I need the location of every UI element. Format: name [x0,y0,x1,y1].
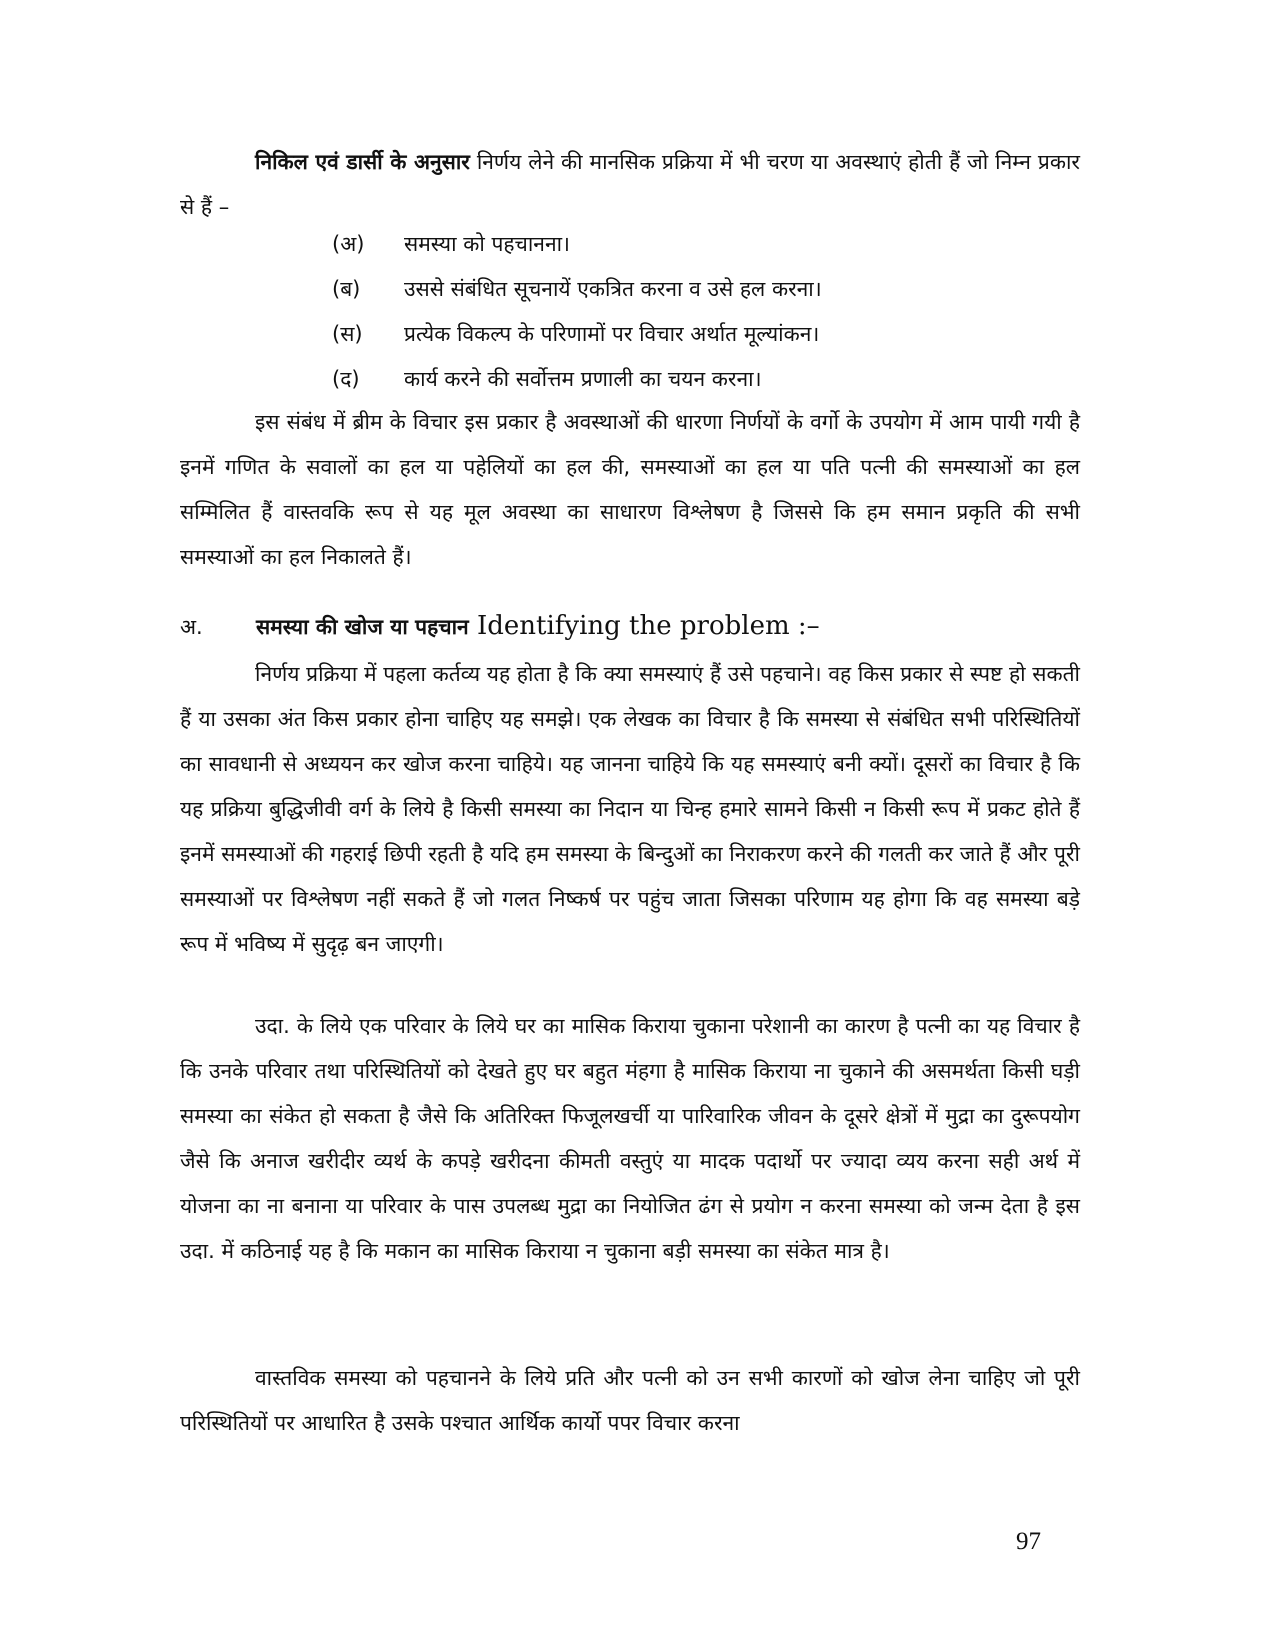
body-paragraph-2: उदा. के लिये एक परिवार के लिये घर का मासिक किराया चुकाना परेशानी का कारण है पत्नी का यह विचार है कि उनके परिवार तथा परिस्थितियों को देखते हुए घर बहुत मंहगा है मासिक किराया ना चुकाने की असमर्थता किसी घड़ी समस्या का संकेत हो सकता है जैसे कि अतिरिक्त फिजूलखर्ची या पारिवारिक जीवन के दूसरे क्षेत्रों में मुद्रा का दुरूपयोग जैसे कि अनाज खरीदीर व्यर्थ के कपड़े खरीदना कीमती वस्तुएं या मादक पदार्थो पर ज्यादा व्यय करना सही अर्थ में योजना का ना बनाना या परिवार के पास उपलब्ध मुद्रा का नियोजित ढंग से प्रयोग न करना समस्या को जन्म देता है इस उदा. में कठिनाई यह है कि मकान का मासिक किराया न चुकाना बड़ी समस्या का संकेत मात्र है। [180,1014,1080,1263]
list-item [332,312,1072,357]
section-heading-english: Identifying the problem :– [468,611,820,641]
intro-paragraph [180,140,1080,230]
list-marker: (अ) [332,232,365,256]
brim-paragraph: इस संबंध में ब्रीम के विचार इस प्रकार है अवस्थाओं की धारणा निर्णयों के वर्गो के उपयोग में आम पायी गयी है इनमें गणित के सवालों का हल या पहेलियों का हल की, समस्याओं का हल या पति पत्नी की समस्याओं का हल सम्मिलित हैं वास्तवकि रूप से यह मूल अवस्था का साधारण विश्लेषण है जिससे कि हम समान प्रकृति की सभी समस्याओं का हल निकालते हैं। [180,410,1080,569]
list-marker: (द) [332,367,360,391]
stages-list [332,222,1072,402]
list-item [332,267,1072,312]
list-item-text: प्रत्येक विकल्प के परिणामों पर विचार अर्थात मूल्यांकन। [404,322,820,346]
page-number: 97 [1016,1528,1041,1555]
section-heading [180,604,1080,649]
intro-text: निर्णय लेने की मानसिक प्रक्रिया में भी चरण या अवस्थाएं होती हैं जो निम्न प्रकार से हैं – [180,150,1081,219]
list-marker: (स) [332,322,363,346]
list-item [332,222,1072,267]
list-item-text: कार्य करने की सर्वोत्तम प्रणाली का चयन करना। [404,367,762,391]
body-paragraph-1: निर्णय प्रक्रिया में पहला कर्तव्य यह होता है कि क्या समस्याएं हैं उसे पहचाने। वह किस प्रकार से स्पष्ट हो सकती हैं या उसका अंत किस प्रकार होना चाहिए यह समझे। एक लेखक का विचार है कि समस्या से संबंधित सभी परिस्थितियों का सावधानी से अध्ययन कर खोज करना चाहिये। यह जानना चाहिये कि यह समस्याएं बनी क्यों। दूसरों का विचार है कि यह प्रक्रिया बुद्धिजीवी वर्ग के लिये है किसी समस्या का निदान या चिन्ह हमारे सामने किसी न किसी रूप में प्रकट होते हैं इनमें समस्याओं की गहराई छिपी रहती है यदि हम समस्या के बिन्दुओं का निराकरण करने की गलती कर जाते हैं और पूरी समस्याओं पर विश्लेषण नहीं सकते हैं जो गलत निष्कर्ष पर पहुंच जाता जिसका परिणाम यह होगा कि वह समस्या बड़े रूप में भविष्य में सुदृढ़ बन जाएगी। [180,662,1080,956]
list-item-text: उससे संबंधित सूचनायें एकत्रित करना व उसे हल करना। [404,277,822,301]
list-item-text: समस्या को पहचानना। [404,232,571,256]
list-marker: (ब) [332,277,361,301]
section-heading-hindi: समस्या की खोज या पहचान [256,615,469,639]
body-paragraph-3: वास्तविक समस्या को पहचानने के लिये प्रति और पत्नी को उन सभी कारणों को खोज लेना चाहिए जो पूरी परिस्थितियों पर आधारित है उसके पश्चात आर्थिक कार्यो पपर विचार करना [180,1366,1080,1435]
list-item [332,357,1072,402]
section-heading-marker: अ. [180,615,203,639]
intro-bold-lead: निकिल एवं डार्सी के अनुसार [255,150,470,174]
